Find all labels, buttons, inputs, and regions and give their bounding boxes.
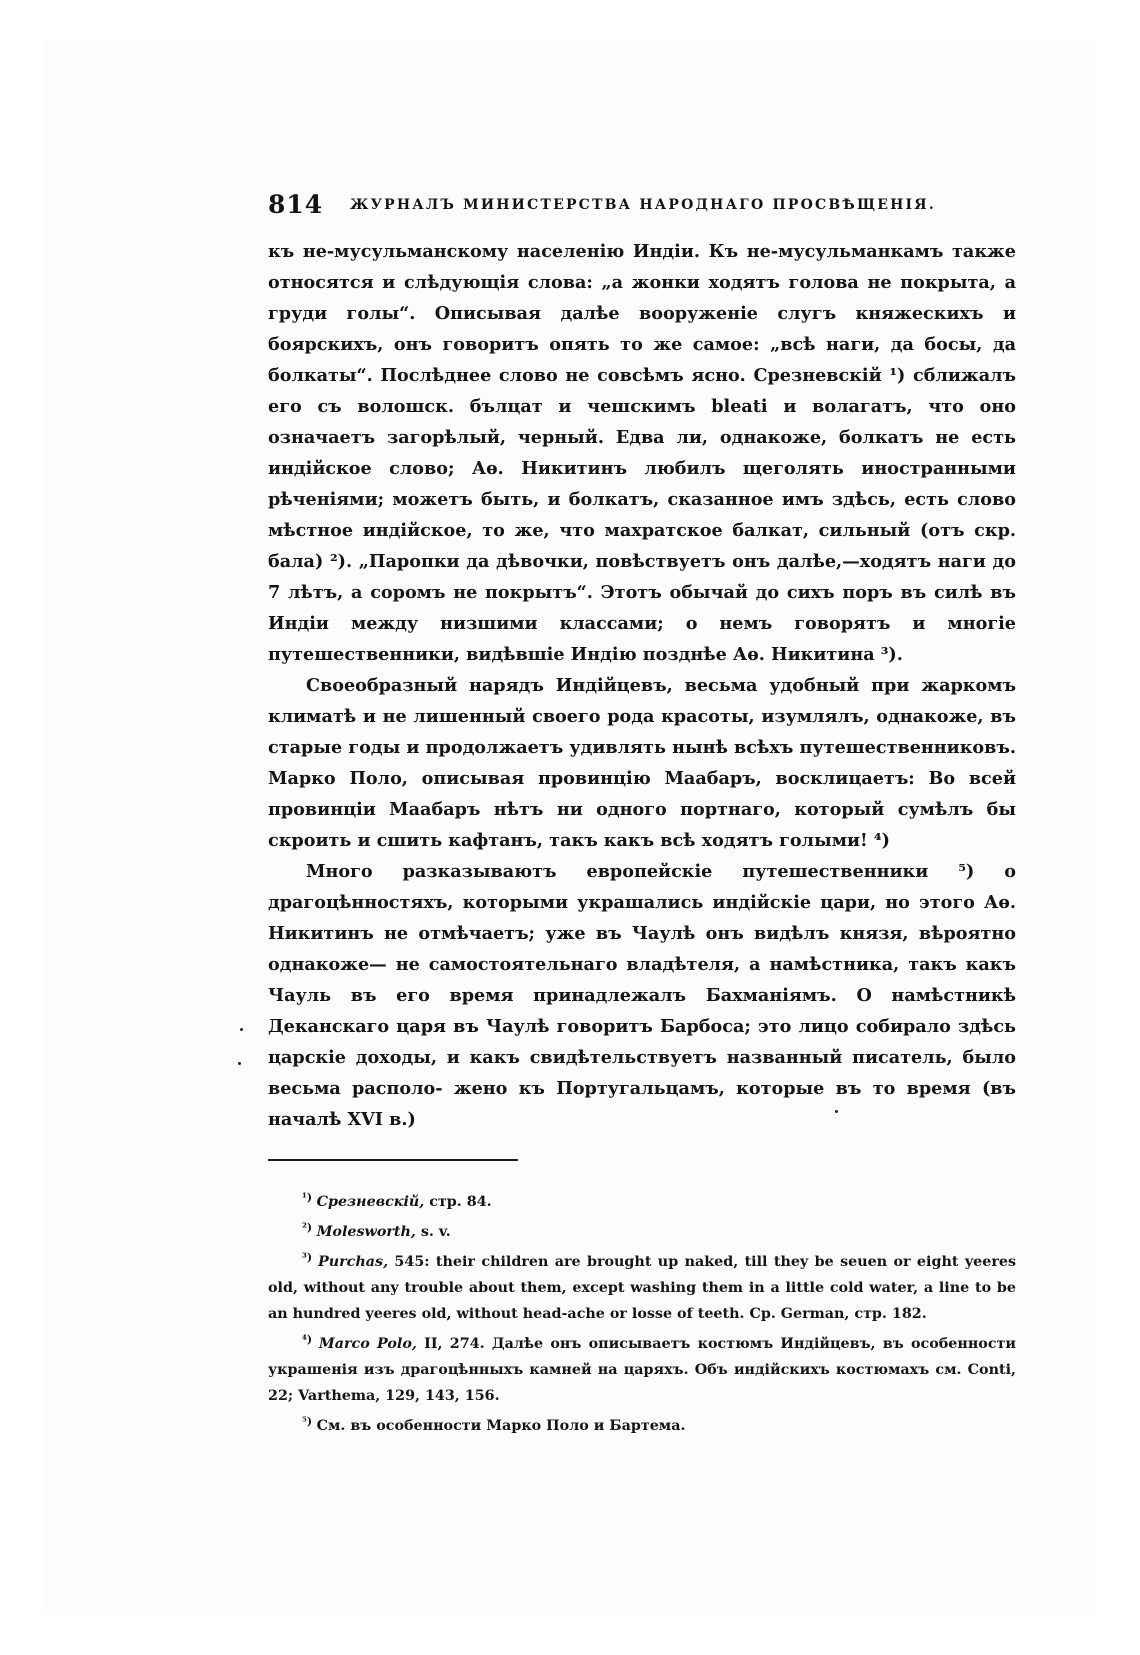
footnote-text: См. въ особенности Марко Поло и Бартема. <box>316 1418 686 1434</box>
running-head <box>268 188 1016 228</box>
footnote-separator <box>268 1159 518 1161</box>
footnote-text: s. v. <box>415 1224 451 1240</box>
footnote-source: Marco Polo, <box>318 1336 417 1352</box>
footnote-5 <box>268 1409 1016 1439</box>
footnote-4 <box>268 1327 1016 1409</box>
footnote-mark: ⁵) <box>302 1415 313 1428</box>
footnote-text: 545: their children are brought up naked, till they be seuen or eight yeeres old, without any trouble about them, except washing them in a little cold water, a line to be an hundred yeeres old, without head-ache or losse of teeth. Ср. German, стр. 182. <box>268 1254 1016 1322</box>
page-number: 814 <box>268 190 324 219</box>
footnote-source: Срезневскій, <box>316 1194 425 1210</box>
book-page <box>268 188 1016 1439</box>
paragraph-1: къ не-мусульманскому населенію Индіи. Къ не-мусульманкамъ также относятся и слѣдующія слова: „а жонки ходятъ голова не покрыта, а груди голы“. Описывая далѣе вооруженіе слугъ княжескихъ и боярскихъ, онъ говоритъ опять то же самое: „всѣ наги, да босы, да болкаты“. Послѣднее слово не совсѣмъ ясно. Срезневскій ¹) сближалъ его съ волошск. бълцат и чешскимъ bleati и волагатъ, что оно означаетъ загорѣлый, черный. Едва ли, однакоже, болкатъ не есть индійское слово; Аѳ. Никитинъ любилъ щеголять иностранными рѣченіями; можетъ быть, и болкатъ, сказанное имъ здѣсь, есть слово мѣстное индійское, то же, что махратское балкат, сильный (отъ скр. бала) ²). „Паропки да дѣвочки, повѣствуетъ онъ далѣе,—ходятъ наги до 7 лѣтъ, а соромъ не покрытъ“. Этотъ обычай до сихъ поръ въ силѣ въ Индіи между низшими классами; о немъ говорятъ и многіе путешественники, видѣвшіе Индію позднѣе Аѳ. Никитина ³). <box>268 241 1016 665</box>
footnote-source: Purchas, <box>317 1254 389 1270</box>
scan-speck <box>238 1062 241 1065</box>
footnote-1 <box>268 1185 1016 1215</box>
footnote-mark: ⁴) <box>302 1333 313 1346</box>
footnote-mark: ²) <box>302 1221 313 1234</box>
paragraph-3: Много разказываютъ европейскіе путешественники ⁵) о драгоцѣнностяхъ, которыми украшались индійскіе цари, но этого Аѳ. Никитинъ не отмѣчаетъ; уже въ Чаулѣ онъ видѣлъ князя, вѣроятно однакоже— не самостоятельнаго владѣтеля, а намѣстника, такъ какъ Чауль въ его время принадлежалъ Бахманіямъ. О намѣстникѣ Деканскаго царя въ Чаулѣ говоритъ Барбоса; это лицо собирало здѣсь царскіе доходы, и какъ свидѣтельствуетъ названный писатель, было весьма располо- жено къ Португальцамъ, которые въ то время (въ началѣ XVI в.) <box>268 861 1016 1130</box>
footnote-text: II, 274. Далѣе онъ описываетъ костюмъ Индійцевъ, въ особенности украшенія изъ драгоцѣнныхъ камней на царяхъ. Объ индійскихъ костюмахъ см. Conti, 22; Varthema, 129, 143, 156. <box>268 1336 1017 1404</box>
footnote-2 <box>268 1215 1016 1245</box>
paragraph-2: Своеобразный нарядъ Индійцевъ, весьма удобный при жаркомъ климатѣ и не лишенный своего рода красоты, изумлялъ, однакоже, въ старые годы и продолжаетъ удивлять нынѣ всѣхъ путешественниковъ. Марко Поло, описывая провинцію Маабаръ, восклицаетъ: Во всей провинціи Маабаръ нѣтъ ни одного портнаго, который сумѣлъ бы скроить и сшить кафтанъ, такъ какъ всѣ ходятъ голыми! ⁴) <box>268 675 1016 851</box>
footnote-mark: ¹) <box>302 1191 313 1204</box>
scan-speck <box>240 1028 243 1031</box>
footnote-mark: ³) <box>302 1251 313 1264</box>
footnotes <box>268 1185 1016 1439</box>
footnote-text: стр. 84. <box>424 1194 492 1210</box>
body-text <box>268 236 1016 1135</box>
footnote-source: Molesworth, <box>316 1224 416 1240</box>
scan-speck <box>835 1110 838 1113</box>
footnote-3 <box>268 1245 1016 1327</box>
journal-title: ЖУРНАЛЪ МИНИСТЕРСТВА НАРОДНАГО ПРОСВѢЩЕНІЯ. <box>350 197 936 213</box>
